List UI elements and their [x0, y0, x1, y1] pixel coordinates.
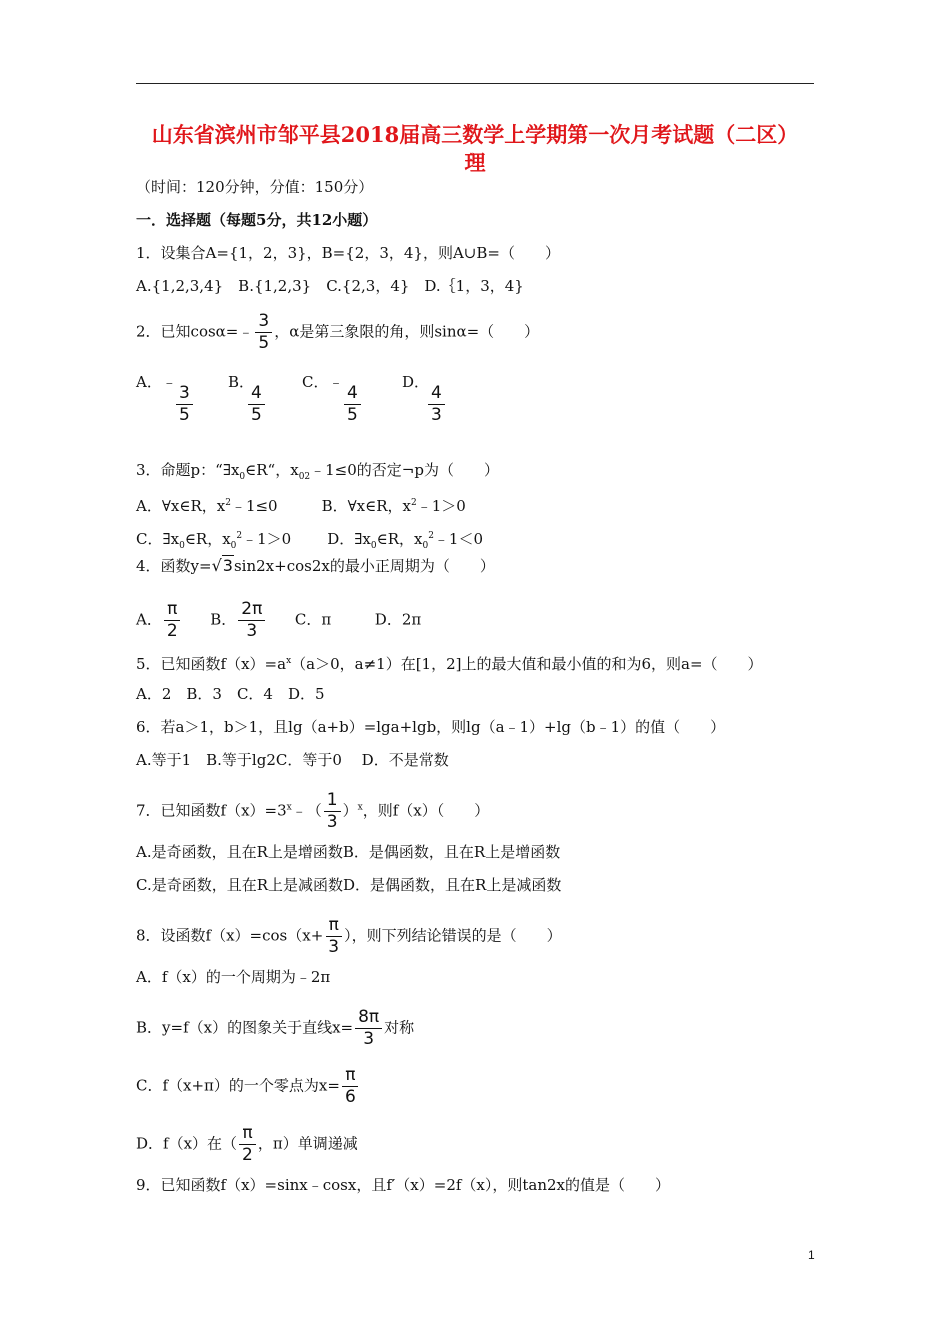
question-7: 7．已知函数$f(x)=3^x﹣$（ $\frac{1}{3}$ ）$^x$，则f（x）（ ） — [136, 790, 490, 832]
question-1: 1．设集合A={1，2，3}，B={2，3，4}，则A∪B=（ ） — [136, 244, 560, 262]
question-8-option-a: A．f（x）的一个周期为﹣2π — [136, 968, 331, 986]
fraction: $\frac{2\pi}{3}$ — [238, 600, 265, 641]
question-3-options-cd: C．$\exists x_0\in R$，$x_0^2﹣1>0$ D．$\exists x_0\in R$，$x_0^2﹣1<0$ — [136, 530, 484, 551]
question-8-option-b: B．y=f（x）的图象关于直线x= $\frac{8\pi}{3}$ 对称 — [136, 1007, 415, 1049]
fraction: $\frac{8\pi}{3}$ — [355, 1008, 382, 1049]
question-5-options: A．2 B．3 C．4 D．5 — [136, 685, 325, 703]
fraction: $\frac{3}{5}$ — [176, 384, 193, 425]
fraction: $\frac{3}{5}$ — [255, 312, 272, 353]
question-7-options-ab: A.是奇函数，且在R上是增函数B．是偶函数，且在R上是增函数 — [136, 843, 561, 861]
question-3-options-ab: A．∀x∈R，$x^2﹣1\le 0$ B．∀x∈R，$x^2﹣1>0$ — [136, 497, 466, 515]
page-title-line2: 理 — [464, 150, 486, 175]
question-7-options-cd: C.是奇函数，且在R上是减函数D．是偶函数，且在R上是减函数 — [136, 876, 562, 894]
question-4-options: A． $\frac{\pi}{2}$ B． $\frac{2\pi}{3}$ C．π D．2π — [136, 599, 422, 641]
fraction: $\frac{4}{3}$ — [428, 384, 445, 425]
sqrt-symbol: √3 — [211, 556, 233, 575]
fraction: $\frac{\pi}{2}$ — [239, 1124, 256, 1165]
fraction: $\frac{4}{5}$ — [344, 384, 361, 425]
fraction: $\frac{\pi}{2}$ — [164, 600, 181, 641]
question-2: 2．已知cosα=﹣ $\frac{3}{5}$ ，α是第三象限的角，则sinα=（ ） — [136, 311, 540, 353]
question-9: 9．已知函数f（x）=sinx﹣cosx，且f′（x）=2f（x），则tan2x的值是（ ） — [136, 1176, 671, 1194]
page-number: 1 — [808, 1248, 815, 1262]
question-8: 8．设函数f（x）=cos（x+ $\frac{\pi}{3}$ ），则下列结论错误的是（ ） — [136, 915, 562, 957]
question-8-option-d: D．f（x）在（ $\frac{\pi}{2}$ ，π）单调递减 — [136, 1123, 358, 1165]
fraction: $\frac{\pi}{3}$ — [325, 916, 342, 957]
header-rule — [136, 83, 814, 84]
question-8-option-c: C．f（x+π）的一个零点为x= $\frac{\pi}{6}$ — [136, 1066, 361, 1107]
fraction: $\frac{4}{5}$ — [248, 384, 265, 425]
fraction: $\frac{\pi}{6}$ — [342, 1066, 359, 1107]
section-heading: 一．选择题（每题5分，共12小题） — [136, 211, 378, 229]
question-4: 4．函数y=√3sin2x+cos2x的最小正周期为（ ） — [136, 556, 495, 575]
question-6: 6．若a＞1，b＞1，且lg（a+b）=lga+lgb，则lg（a﹣1）+lg（b﹣1）的值（ ） — [136, 718, 726, 736]
fraction: $\frac{1}{3}$ — [324, 791, 341, 832]
question-6-options: A.等于1 B.等于lg2C．等于0 D．不是常数 — [136, 751, 449, 769]
page-title: 山东省滨州市邹平县2018届高三数学上学期第一次月考试题（二区） — [151, 122, 799, 147]
question-5: 5．已知函数$f(x)=a^x(a>0$，a≠1）在[1，2]上的最大值和最小值的和为6，则a=（ ） — [136, 655, 763, 673]
exam-info: （时间：120分钟，分值：150分） — [136, 178, 374, 196]
question-3: 3．命题p：“$\exists x_0\in R“$，$x_{02}﹣1\le 0$的否定¬p为（ ） — [136, 461, 499, 482]
question-1-options: A.{1,2,3,4} B.{1,2,3} C.{2,3，4} D.｛1，3，4} — [136, 277, 524, 295]
